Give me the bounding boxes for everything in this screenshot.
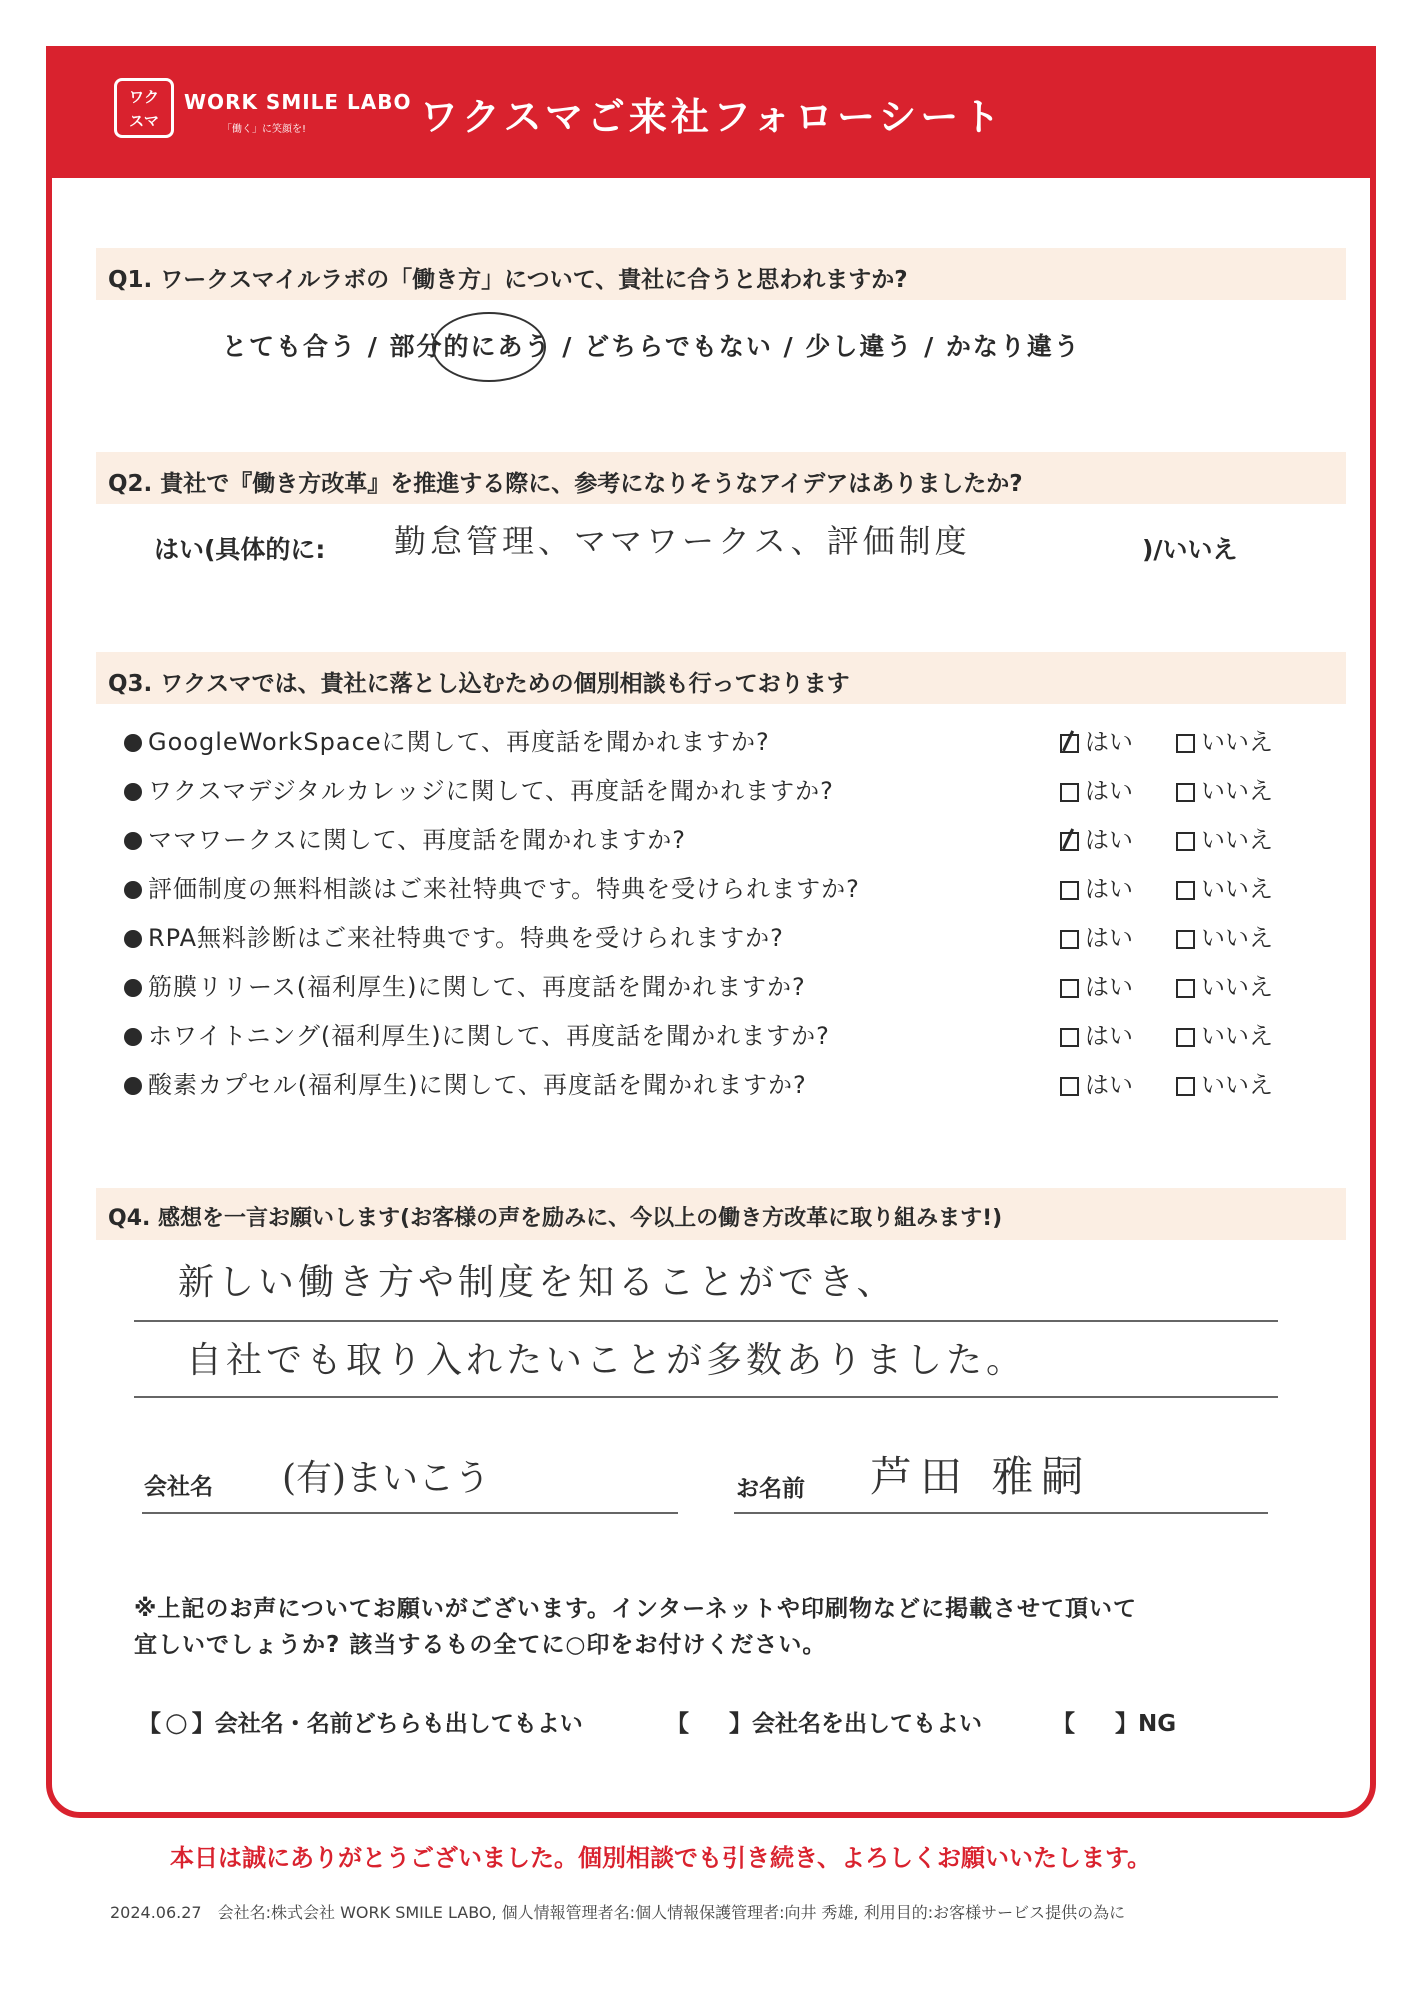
checkbox-icon[interactable] [1060, 881, 1079, 900]
q3-option-no[interactable] [1176, 967, 1273, 1002]
q1-question: Q1. ワークスマイルラボの「働き方」について、貴社に合うと思われますか? [108, 267, 908, 293]
q3-item [124, 1016, 830, 1051]
q3-option-no[interactable] [1176, 820, 1273, 855]
q3-item [124, 918, 784, 953]
q3-option-yes[interactable] [1060, 869, 1133, 904]
q3-question: Q3. ワクスマでは、貴社に落とし込むための個別相談も行っております [108, 671, 850, 697]
q3-option-label: いいえ [1201, 826, 1273, 854]
checkbox-icon[interactable] [1176, 1028, 1195, 1047]
sheet-title: ワクスマご来社フォローシート [420, 95, 1005, 139]
q2-question: Q2. 貴社で『働き方改革』を推進する際に、参考になりそうなアイデアはありましたか? [108, 471, 1023, 497]
q2-yes-label: はい(具体的に: [154, 535, 326, 564]
q3-item-text: 酸素カプセル(福利厚生)に関して、再度話を聞かれますか? [148, 1071, 807, 1099]
consent-option-both: 【 ○ 】会社名・名前どちらも出してもよい [138, 1708, 583, 1738]
q3-option-no[interactable] [1176, 722, 1273, 757]
q4-answer-line1: 新しい働き方や制度を知ることができ、 [178, 1262, 897, 1303]
name-label: お名前 [736, 1476, 805, 1502]
bullet-icon [124, 930, 142, 948]
q3-option-yes[interactable] [1060, 1016, 1133, 1051]
consent-option-both-label: 会社名・名前どちらも出してもよい [214, 1711, 583, 1737]
q3-option-label: はい [1085, 826, 1133, 854]
consent-note-line1: ※上記のお声についてお願いがございます。インターネットや印刷物などに掲載させて頂いて [134, 1596, 1137, 1622]
q1-selected-circle [432, 312, 546, 382]
q3-item-text: RPA無料診断はご来社特典です。特典を受けられますか? [148, 924, 784, 952]
q3-item-text: ママワークスに関して、再度話を聞かれますか? [148, 826, 687, 854]
q1-choices: とても合う / 部分的にあう / どちらでもない / 少し違う / かなり違う [222, 332, 1081, 361]
thanks-message: 本日は誠にありがとうございました。個別相談でも引き続き、よろしくお願いいたします。 [170, 1844, 1152, 1872]
q3-item [124, 967, 806, 1002]
q3-option-label: はい [1085, 924, 1133, 952]
q3-item-text: 評価制度の無料相談はご来社特典です。特典を受けられますか? [148, 875, 860, 903]
checkbox-icon[interactable] [1060, 1028, 1079, 1047]
checkbox-icon[interactable] [1176, 1077, 1195, 1096]
checkbox-icon[interactable] [1060, 930, 1079, 949]
company-rule [142, 1512, 678, 1514]
logo-text-bottom: スマ [129, 112, 159, 130]
q3-option-label: はい [1085, 1022, 1133, 1050]
bullet-icon [124, 1028, 142, 1046]
checkbox-icon[interactable] [1176, 783, 1195, 802]
q3-option-label: いいえ [1201, 777, 1273, 805]
q3-option-yes[interactable] [1060, 771, 1133, 806]
q3-item [124, 771, 834, 806]
consent-option-company: 【 】会社名を出してもよい [666, 1711, 982, 1737]
brand-name: WORK SMILE LABO [184, 90, 412, 114]
q3-option-label: いいえ [1201, 1071, 1273, 1099]
consent-option-ng: 【 】NG [1052, 1711, 1177, 1737]
bullet-icon [124, 783, 142, 801]
company-label: 会社名 [144, 1474, 213, 1500]
q4-answer-line2: 自社でも取り入れたいことが多数ありました。 [186, 1340, 1027, 1381]
bullet-icon [124, 832, 142, 850]
q3-option-label: はい [1085, 1071, 1133, 1099]
q3-item-text: 筋膜リリース(福利厚生)に関して、再度話を聞かれますか? [148, 973, 806, 1001]
q3-option-no[interactable] [1176, 771, 1273, 806]
q3-option-label: いいえ [1201, 728, 1273, 756]
consent-note-line2: 宜しいでしょうか? 該当するもの全てに○印をお付けください。 [134, 1632, 827, 1658]
q3-option-yes[interactable] [1060, 722, 1133, 757]
q2-handwritten-answer: 勤怠管理、ママワークス、評価制度 [394, 522, 971, 560]
q3-option-label: いいえ [1201, 1022, 1273, 1050]
checkbox-icon[interactable] [1060, 1077, 1079, 1096]
checkbox-icon[interactable] [1060, 734, 1079, 753]
consent-circle-mark: ○ [165, 1708, 188, 1738]
name-rule [734, 1512, 1268, 1514]
q3-item-text: ワクスマデジタルカレッジに関して、再度話を聞かれますか? [148, 777, 834, 805]
q3-option-no[interactable] [1176, 918, 1273, 953]
checkbox-icon[interactable] [1176, 832, 1195, 851]
q3-option-no[interactable] [1176, 1065, 1273, 1100]
q3-item [124, 722, 770, 757]
bullet-icon [124, 979, 142, 997]
checkbox-icon[interactable] [1060, 832, 1079, 851]
q4-rule-1 [134, 1320, 1278, 1322]
company-value: (有)まいこう [282, 1458, 491, 1499]
q4-question: Q4. 感想を一言お願いします(お客様の声を励みに、今以上の働き方改革に取り組みます!) [108, 1206, 1003, 1231]
consent-option-ng-label: NG [1138, 1711, 1177, 1737]
checkbox-icon[interactable] [1060, 979, 1079, 998]
q3-option-yes[interactable] [1060, 1065, 1133, 1100]
q3-option-label: はい [1085, 973, 1133, 1001]
checkbox-icon[interactable] [1060, 783, 1079, 802]
q3-option-label: はい [1085, 777, 1133, 805]
checkbox-icon[interactable] [1176, 734, 1195, 753]
q3-option-yes[interactable] [1060, 967, 1133, 1002]
bullet-icon [124, 881, 142, 899]
q3-item [124, 820, 686, 855]
logo-text-top: ワク [128, 88, 159, 106]
q3-option-label: はい [1085, 728, 1133, 756]
q3-option-label: はい [1085, 875, 1133, 903]
q3-option-no[interactable] [1176, 869, 1273, 904]
q3-option-yes[interactable] [1060, 918, 1133, 953]
q4-rule-2 [134, 1396, 1278, 1398]
q3-option-label: いいえ [1201, 973, 1273, 1001]
q3-option-label: いいえ [1201, 875, 1273, 903]
checkbox-icon[interactable] [1176, 930, 1195, 949]
footer-info: 2024.06.27 会社名:株式会社 WORK SMILE LABO, 個人情報管理者名:個人情報保護管理者:向井 秀雄, 利用目的:お客様サービス提供の為に [110, 1903, 1126, 1922]
q2-no-label: )/いいえ [1142, 535, 1238, 564]
consent-option-company-label: 会社名を出してもよい [752, 1711, 982, 1737]
bullet-icon [124, 734, 142, 752]
checkbox-icon[interactable] [1176, 881, 1195, 900]
q3-item-text: GoogleWorkSpaceに関して、再度話を聞かれますか? [148, 728, 770, 756]
q3-option-label: いいえ [1201, 924, 1273, 952]
name-value: 芦田 雅嗣 [870, 1452, 1092, 1501]
brand-tagline: 「働く」に笑顔を! [222, 124, 307, 135]
q3-item [124, 869, 860, 904]
q3-item-text: ホワイトニング(福利厚生)に関して、再度話を聞かれますか? [148, 1022, 830, 1050]
q3-item [124, 1065, 807, 1100]
q3-option-yes[interactable] [1060, 820, 1133, 855]
q3-option-no[interactable] [1176, 1016, 1273, 1051]
bullet-icon [124, 1077, 142, 1095]
checkbox-icon[interactable] [1176, 979, 1195, 998]
